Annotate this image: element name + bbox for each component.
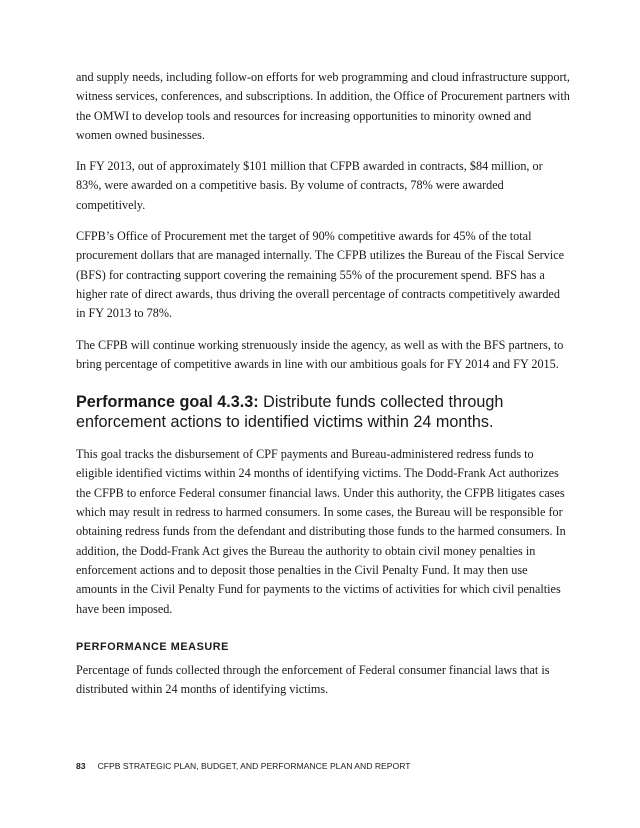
footer-title: CFPB STRATEGIC PLAN, BUDGET, AND PERFORMANCE PLAN AND REPORT — [97, 761, 411, 771]
goal-paragraph: This goal tracks the disbursement of CPF payments and Bureau-administered redress funds to eligible identified victims within 24 months of identifying victims. The Dodd-Frank Act authorizes the CFPB to enforce Federal consumer financial laws. Under this authority, the CFPB litigates cases which may result in redress to harmed consumers. In some cases, the Bureau will be responsible for obtaining redress funds from the defendant and distributing those funds to the harmed consumers. In addition, the Dodd-Frank Act gives the Bureau the authority to obtain civil money penalties in enforcement actions and to deposit those penalties in the Civil Penalty Fund. It may then use amounts in the Civil Penalty Fund for payments to the victims of activities for which civil penalties have been imposed. — [76, 447, 566, 616]
body-paragraph: CFPB’s Office of Procurement met the target of 90% competitive awards for 45% of the total procurement dollars that are managed internally. The CFPB utilizes the Bureau of the Fiscal Service (BFS) for contracting support covering the remaining 55% of the procurement spend. BFS has a higher rate of direct awards, thus driving the overall percentage of contracts competitively awarded in FY 2013 to 78%. — [76, 229, 565, 321]
page-content — [76, 68, 570, 711]
performance-measure-heading: PERFORMANCE MEASURE — [76, 640, 229, 653]
page-footer — [76, 761, 411, 771]
performance-measure-text: Percentage of funds collected through the enforcement of Federal consumer financial laws that is distributed within 24 months of identifying victims. — [76, 662, 550, 697]
goal-number: Performance goal 4.3.3: — [76, 393, 259, 412]
goal-title: Distribute funds collected through enforcement actions to identified victims within 24 months. — [76, 393, 504, 431]
body-paragraph: and supply needs, including follow-on efforts for web programming and cloud infrastructure support, witness services, conferences, and subscriptions. In addition, the Office of Procurement partners with the OMWI to develop tools and resources for increasing opportunities to minority owned and women owned businesses. — [76, 70, 570, 142]
body-paragraph: The CFPB will continue working strenuously inside the agency, as well as with the BFS partners, to bring percentage of competitive awards in line with our ambitious goals for FY 2014 and FY 2015. — [76, 337, 564, 371]
performance-goal-heading — [76, 393, 570, 432]
body-paragraph: In FY 2013, out of approximately $101 million that CFPB awarded in contracts, $84 million, or 83%, were awarded on a competitive basis. By volume of contracts, 78% were awarded competitively. — [76, 159, 543, 212]
page-number: 83 — [76, 761, 86, 771]
